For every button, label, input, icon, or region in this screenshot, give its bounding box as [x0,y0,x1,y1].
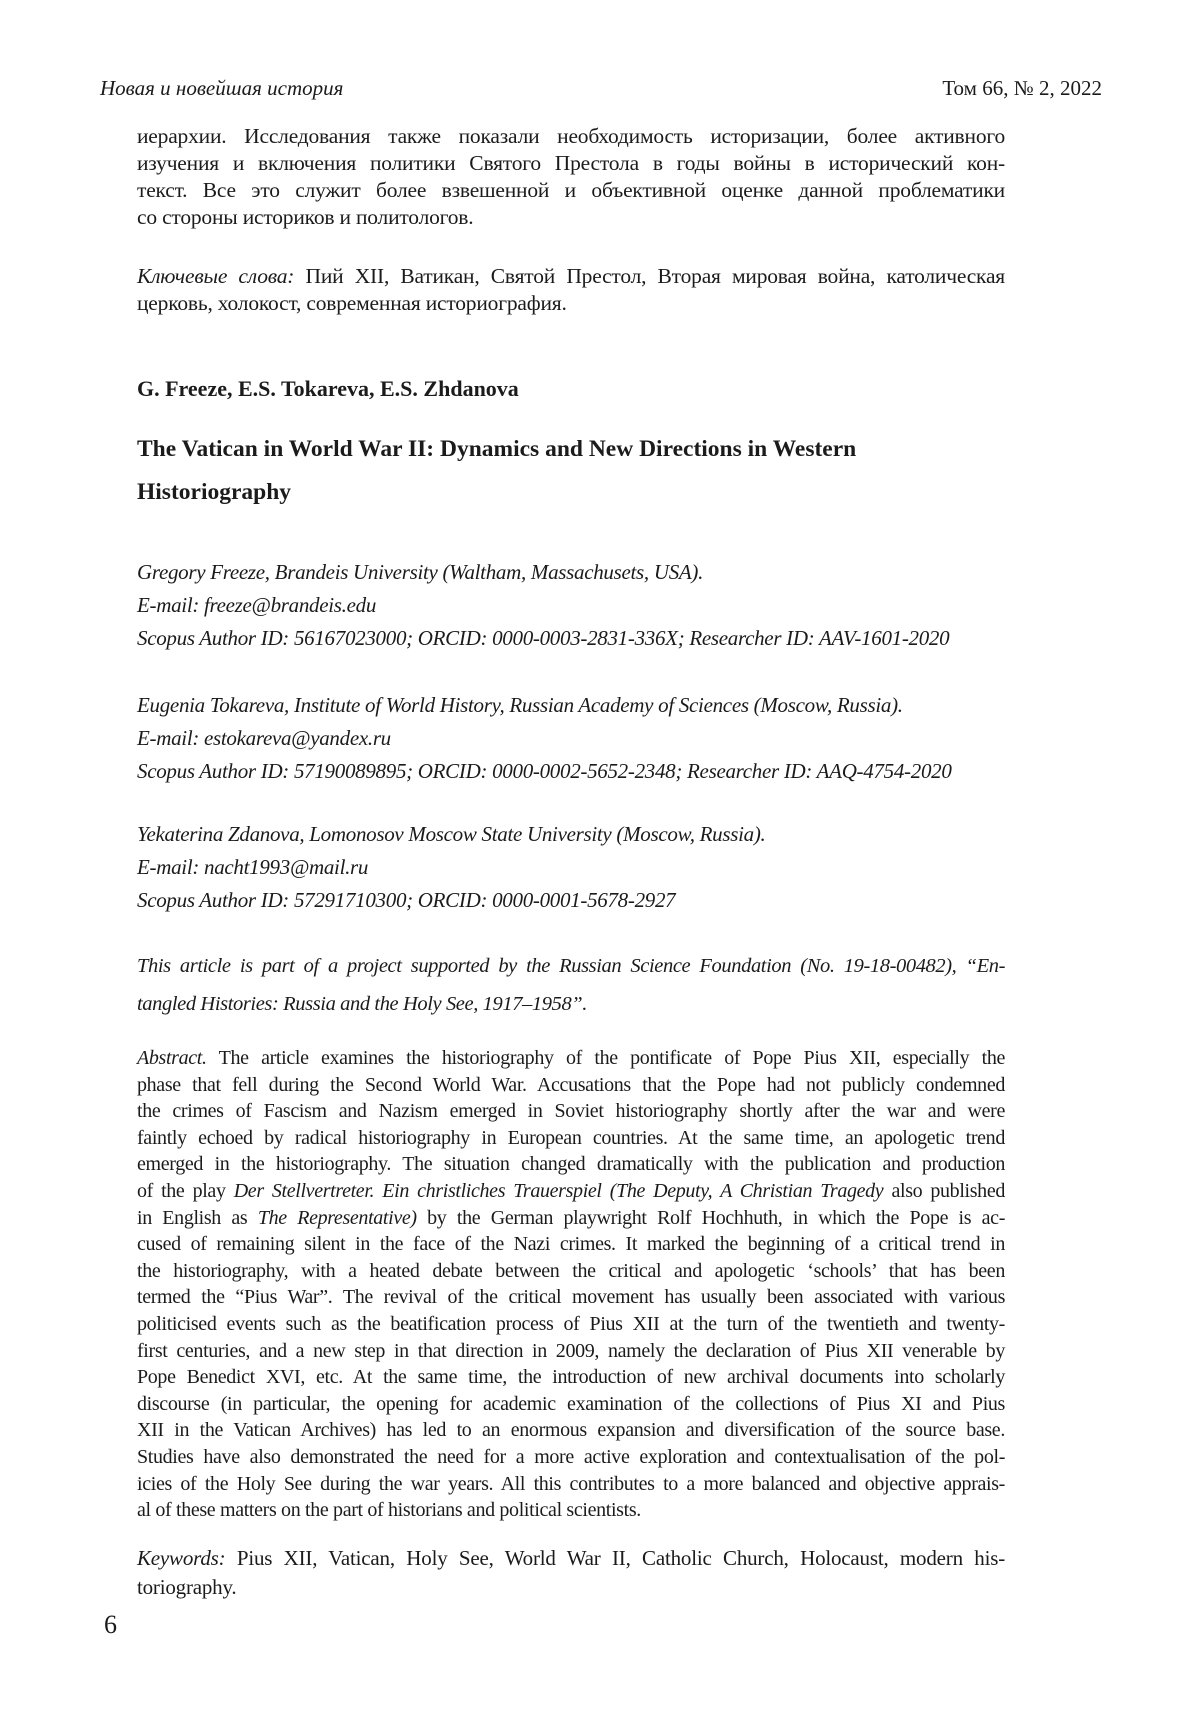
article-body [137,123,1005,1602]
text-segment: Пий XII, Ватикан, Святой Престол, Вторая мировая война, католическая [294,264,1005,288]
affiliation-freeze [137,556,1005,655]
text-line [137,1284,1005,1311]
text-segment: the crimes of Fascism and Nazism emerged in Soviet historiography shortly after the war and were [137,1100,1005,1123]
text-segment: faintly echoed by radical historiography in European countries. At the same time, an apologetic trend [137,1126,1005,1149]
text-line [137,556,1005,589]
text-line [137,1364,1005,1391]
text-segment: Ключевые слова: [137,264,295,288]
text-line [137,1125,1005,1152]
text-segment: the historiography, with a heated debate between the critical and apologetic ‘schools’ that has been [137,1259,1005,1282]
text-segment: со стороны историков и политологов. [137,205,474,229]
text-segment: Yekaterina Zdanova, Lomonosov Moscow State University (Moscow, Russia). [137,822,766,846]
text-segment: иерархии. Исследования также показали необходимость историзации, более активного [137,124,1005,148]
text-segment: of the play [137,1179,234,1202]
text-segment: by the German playwright Rolf Hochhuth, in which the Pope is ac- [416,1206,1006,1229]
text-line [137,123,1005,150]
text-segment: Scopus Author ID: 56167023000; ORCID: 0000-0003-2831-336X; Researcher ID: AAV-1601-2020 [137,626,950,650]
text-line [137,722,1005,755]
text-segment: XII in the Vatican Archives) has led to an enormous expansion and diversification of the source base. [137,1419,1005,1442]
text-line [137,1311,1005,1338]
text-line [137,1471,1005,1498]
journal-title: Новая и новейшая история [100,76,344,100]
text-line [137,428,1005,471]
text-segment: церковь, холокост, современная историография. [137,291,567,315]
text-line [137,1391,1005,1418]
text-line [137,263,1005,290]
text-segment: icies of the Holy See during the war years. All this contributes to a more balanced and objective apprais- [137,1472,1005,1495]
text-line [137,1497,1005,1524]
text-line [137,1178,1005,1205]
text-line [137,755,1005,788]
affiliation-tokareva [137,689,1005,788]
text-line [137,1258,1005,1285]
text-segment: E-mail: freeze@brandeis.edu [137,593,377,617]
text-segment: This article is part of a project supported by the Russian Science Foundation (No. 19-18-00482), “En- [137,955,1005,977]
text-line [137,1573,1005,1602]
text-segment: toriography. [137,1574,237,1599]
text-line [137,1151,1005,1178]
text-line [137,1544,1005,1573]
text-segment: Abstract. [137,1047,207,1069]
text-line [137,985,1005,1023]
text-segment: текст. Все это служит более взвешенной и объективной оценке данной проблематики [137,178,1005,202]
text-line [137,947,1005,985]
text-line [137,1338,1005,1365]
text-line [137,375,1005,402]
text-segment: Keywords: [137,1545,226,1570]
text-segment: Scopus Author ID: 57291710300; ORCID: 0000-0001-5678-2927 [137,888,676,912]
funding-note [137,947,1005,1023]
text-segment: phase that fell during the Second World War. Accusations that the Pope had not publicly condemned [137,1073,1005,1096]
text-segment: first centuries, and a new step in that direction in 2009, namely the declaration of Pius XII venerable by [137,1339,1005,1362]
text-segment: Eugenia Tokareva, Institute of World History, Russian Academy of Sciences (Moscow, Russia). [137,693,903,717]
text-line [137,622,1005,655]
text-segment: изучения и включения политики Святого Престола в годы войны в исторический кон- [137,151,1005,175]
text-segment: Der Stellvertreter. Ein christliches Trauerspiel (The Deputy, A Christian Tragedy [233,1179,884,1202]
text-line [137,851,1005,884]
text-segment: politicised events such as the beatification process of Pius XII at the turn of the twentieth and twenty- [137,1312,1005,1335]
text-segment: The Representative) [257,1206,417,1229]
text-line [137,1045,1005,1072]
text-segment: Scopus Author ID: 57190089895; ORCID: 0000-0002-5652-2348; Researcher ID: AAQ-4754-2020 [137,759,952,783]
text-segment: The Vatican in World War II: Dynamics and New Directions in Western [137,436,857,462]
text-line [137,471,1005,514]
text-segment: cused of remaining silent in the face of the Nazi crimes. It marked the beginning of a critical trend in [137,1233,1005,1256]
authors-heading [137,375,1005,402]
text-line [137,1098,1005,1125]
text-segment: discourse (in particular, the opening for academic examination of the collections of Pius XI and Pius [137,1392,1005,1415]
text-segment: G. Freeze, E.S. Tokareva, E.S. Zhdanova [137,376,519,401]
text-segment: emerged in the historiography. The situation changed dramatically with the publication and production [137,1153,1005,1176]
running-header [100,76,1102,101]
abstract-paragraph [137,1045,1005,1524]
text-line [137,1444,1005,1471]
text-line [137,589,1005,622]
text-segment: in English as [137,1206,258,1229]
text-line [137,150,1005,177]
text-line [137,818,1005,851]
text-line [137,204,1005,231]
text-line [137,290,1005,317]
text-segment: Pope Benedict XVI, etc. At the same time, the introduction of new archival documents into scholarly [137,1366,1005,1389]
keywords-ru-paragraph [137,263,1005,317]
russian-text-paragraph [137,123,1005,231]
text-segment: tangled Histories: Russia and the Holy See, 1917–1958”. [137,993,588,1015]
text-line [137,177,1005,204]
text-segment: Gregory Freeze, Brandeis University (Waltham, Massachusets, USA). [137,560,704,584]
page-number: 6 [104,1610,117,1639]
keywords-en-paragraph [137,1544,1005,1602]
text-segment: al of these matters on the part of historians and political scientists. [137,1499,641,1522]
text-segment: also published [883,1179,1006,1202]
text-line [137,689,1005,722]
text-segment: E-mail: nacht1993@mail.ru [137,855,369,879]
article-title [137,428,1005,514]
text-segment: Historiography [137,479,292,505]
text-segment: E-mail: estokareva@yandex.ru [137,726,391,750]
text-segment: Pius XII, Vatican, Holy See, World War II, Catholic Church, Holocaust, modern his- [225,1545,1005,1570]
text-line [137,1231,1005,1258]
text-line [137,884,1005,917]
text-line [137,1205,1005,1232]
issue-info: Том 66, № 2, 2022 [942,76,1102,100]
text-line [137,1417,1005,1444]
text-segment: The article examines the historiography of the pontificate of Pope Pius XII, especially the [206,1047,1005,1069]
text-line [137,1072,1005,1099]
affiliation-zdanova [137,818,1005,917]
text-segment: Studies have also demonstrated the need for a more active exploration and contextualisation of the pol- [137,1445,1005,1468]
text-segment: termed the “Pius War”. The revival of the critical movement has usually been associated with various [137,1286,1005,1309]
